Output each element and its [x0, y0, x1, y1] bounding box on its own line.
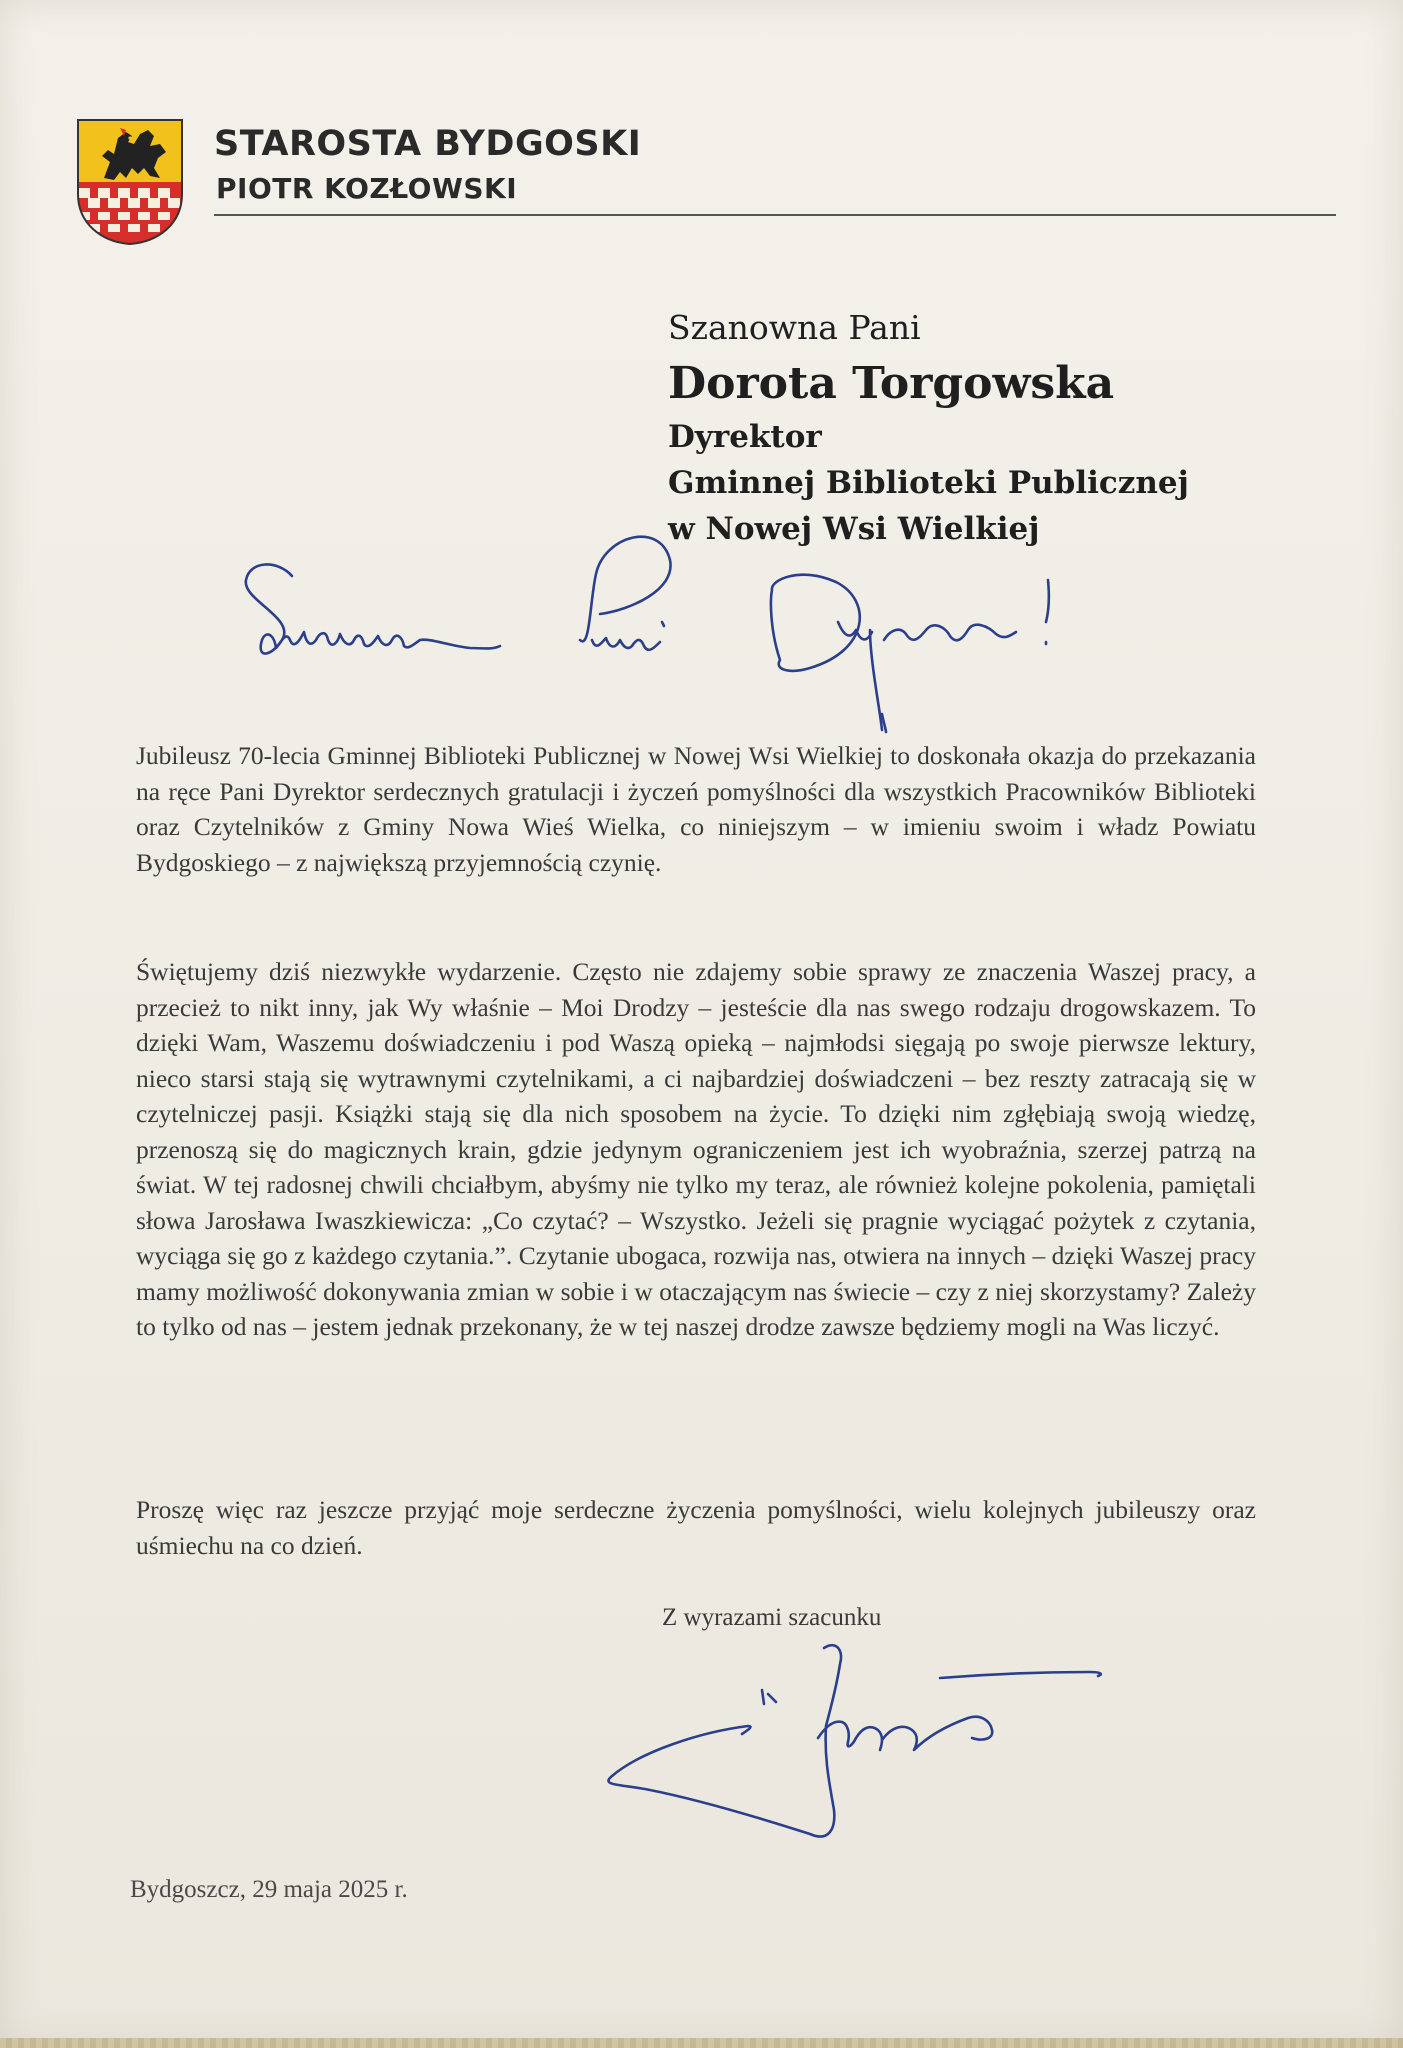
- addressee-salutation: Szanowna Pani: [668, 308, 921, 347]
- paper-bottom-edge: [0, 2038, 1403, 2048]
- header-title: STAROSTA BYDGOSKI: [214, 124, 642, 164]
- addressee-institution-line1: Gminnej Biblioteki Publicznej: [668, 465, 1189, 501]
- closing-phrase: Z wyrazami szacunku: [662, 1604, 882, 1631]
- header-name: PIOTR KOZŁOWSKI: [216, 172, 518, 205]
- letter-paragraph-3: Proszę więc raz jeszcze przyjąć moje serdeczne życzenia pomyślności, wielu kolejnych jubileuszy oraz uśmiechu na co dzień.: [136, 1495, 1256, 1560]
- place-and-date: Bydgoszcz, 29 maja 2025 r.: [130, 1876, 408, 1903]
- letter-paragraph-1: Jubileusz 70-lecia Gminnej Biblioteki Publicznej w Nowej Wsi Wielkiej to doskonała okazja do przekazania na ręce Pani Dyrektor serdecznych gratulacji i życzeń pomyślności dla wszystkich Pracowników Biblioteki oraz Czytelników z Gminy Nowa Wieś Wielka, co niniejszym – w imieniu swoim i władz Powiatu Bydgoskiego – z największą przyjemnością czynię.: [136, 741, 1256, 877]
- addressee-name: Dorota Torgowska: [668, 358, 1115, 409]
- addressee-institution-line2: w Nowej Wsi Wielkiej: [668, 511, 1040, 547]
- addressee-block: [668, 300, 1189, 552]
- coat-of-arms-icon: [74, 116, 186, 248]
- addressee-role: Dyrektor: [668, 419, 822, 455]
- letter-paragraph-2: Świętujemy dziś niezwykłe wydarzenie. Często nie zdajemy sobie sprawy ze znaczenia Waszej pracy, a przecież to nikt inny, jak Wy właśnie – Moi Drodzy – jesteście dla nas swego rodzaju drogowskazem. To dzięki Wam, Waszemu doświadczeniu i pod Waszą opieką – najmłodsi sięgają po swoje pierwsze lektury, nieco starsi stają się wytrawnymi czytelnikami, a ci najbardziej doświadczeni – bez reszty zatracają się w czytelniczej pasji. Książki stają się dla nich sposobem na życie. To dzięki nim zgłębiają swoją wiedzę, przenoszą się do magicznych krain, gdzie jedynym ograniczeniem jest ich wyobraźnia, szerzej patrzą na świat. W tej radosnej chwili chciałbym, abyśmy nie tylko my teraz, ale również kolejne pokolenia, pamiętali słowa Jarosława Iwaszkiewicza: „Co czytać? – Wszystko. Jeżeli się pragnie wyciągać pożytek z czytania, wyciąga się go z każdego czytania.”. Czytanie ubogaca, rozwija nas, otwiera na innych – dzięki Waszej pracy mamy możliwość dokonywania zmian w sobie i w otaczającym nas świecie – czy z niej skorzystamy? Zależy to tylko od nas – jestem jednak przekonany, że w tej naszej drodze zawsze będziemy mogli na Was liczyć.: [136, 957, 1256, 1341]
- header-divider: [214, 214, 1336, 216]
- signature-icon: [608, 1645, 841, 1836]
- handwritten-greeting-icon: [246, 564, 500, 653]
